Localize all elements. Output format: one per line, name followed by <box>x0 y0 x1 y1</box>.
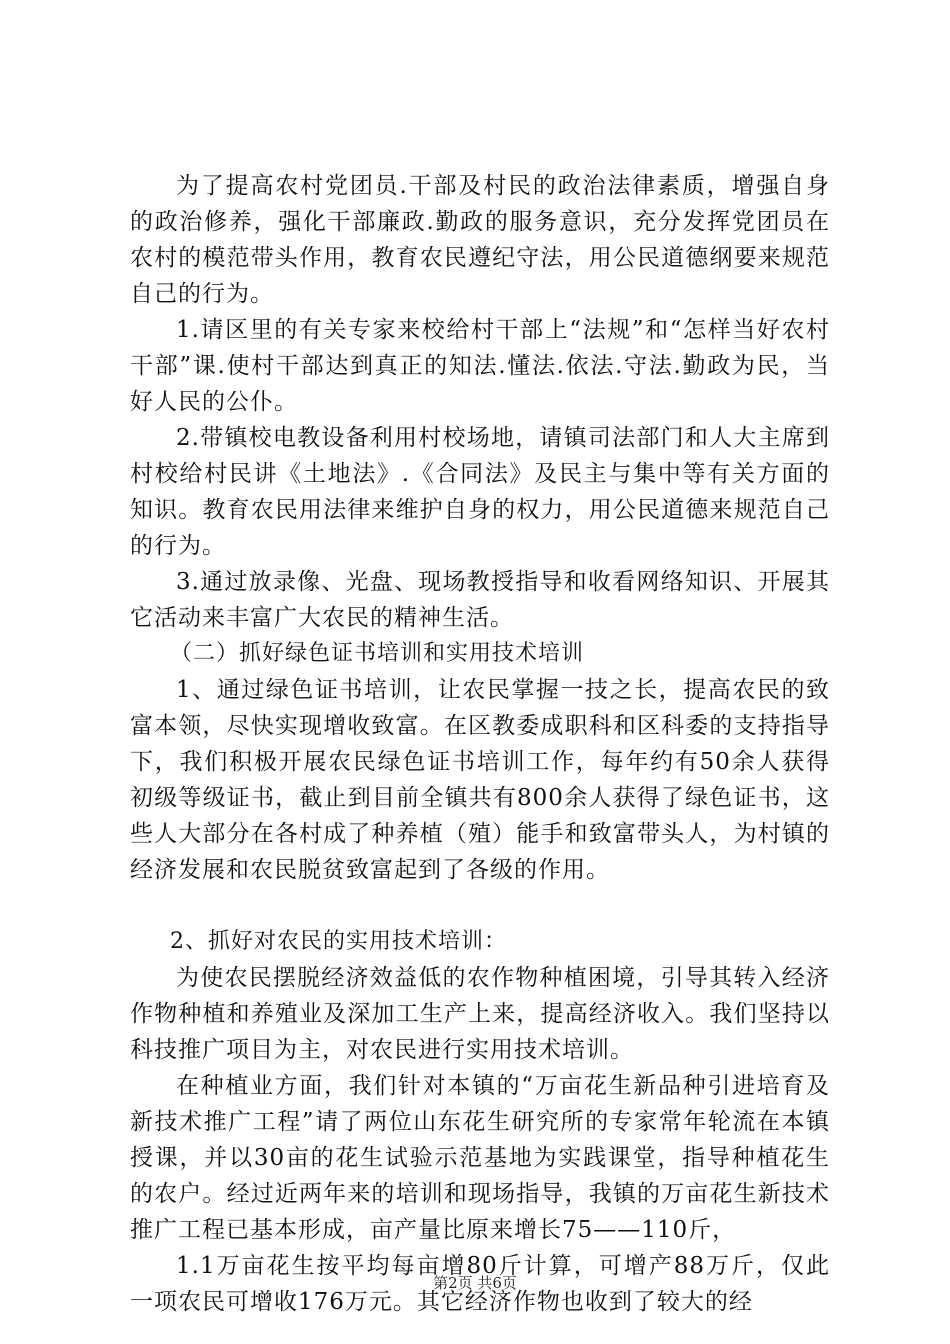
paragraph-gap <box>130 888 830 924</box>
subsection-heading-2: 2、抓好对农民的实用技术培训： <box>170 929 507 954</box>
paragraph-green-certificate: 1、通过绿色证书培训，让农民掌握一技之长，提高农民的致富本领，尽快实现增收致富。在区教委成职科和区科委的支持指导下，我们积极开展农民绿色证书培训工作，每年约有50余人获得初级等级证书，截止到目前全镇共有800余人获得了绿色证书，这些人大部分在各村成了种养植（殖）能手和致富带头人，为村镇的经济发展和农民脱贫致富起到了各级的作用。 <box>130 677 830 883</box>
document-body <box>130 168 830 1320</box>
page-footer: 第2页 共6页 <box>433 1274 517 1292</box>
paragraph-peanut-yield: 1.1万亩花生按平均每亩增80斤计算，可增产88万斤，仅此一项农民可增收176万元。其它经济作物也收到了较大的经 <box>130 1253 830 1315</box>
paragraph-item-3: 3.通过放录像、光盘、现场教授指导和收看网络知识、开展其它活动来丰富广大农民的精神生活。 <box>130 569 830 631</box>
paragraph-intro: 为了提高农村党团员.干部及村民的政治法律素质，增强自身的政治修养，强化干部廉政.勤政的服务意识，充分发挥党团员在农村的模范带头作用，教育农民遵纪守法，用公民道德纲要来规范自己的行为。 <box>130 173 830 307</box>
paragraph-item-1: 1.请区里的有关专家来校给村干部上“法规”和“怎样当好农村干部”课.使村干部达到真正的知法.懂法.依法.守法.勤政为民，当好人民的公仆。 <box>130 317 830 415</box>
paragraph-item-2: 2.带镇校电教设备利用村校场地，请镇司法部门和人大主席到村校给村民讲《土地法》.《合同法》及民主与集中等有关方面的知识。教育农民用法律来维护自身的权力，用公民道德来规范自己的行为。 <box>130 425 830 559</box>
section-heading-2: （二）抓好绿色证书培训和实用技术培训 <box>170 641 585 666</box>
paragraph-practical-training: 为使农民摆脱经济效益低的农作物种植困境，引导其转入经济作物种植和养殖业及深加工生产上来，提高经济收入。我们坚持以科技推广项目为主，对农民进行实用技术培训。 <box>130 965 830 1063</box>
paragraph-planting: 在种植业方面，我们针对本镇的“万亩花生新品种引进培育及新技术推广工程”请了两位山东花生研究所的专家常年轮流在本镇授课，并以30亩的花生试验示范基地为实践课堂，指导种植花生的农户。经过近两年来的培训和现场指导，我镇的万亩花生新技术推广工程已基本形成，亩产量比原来增长75——110斤， <box>130 1073 830 1243</box>
